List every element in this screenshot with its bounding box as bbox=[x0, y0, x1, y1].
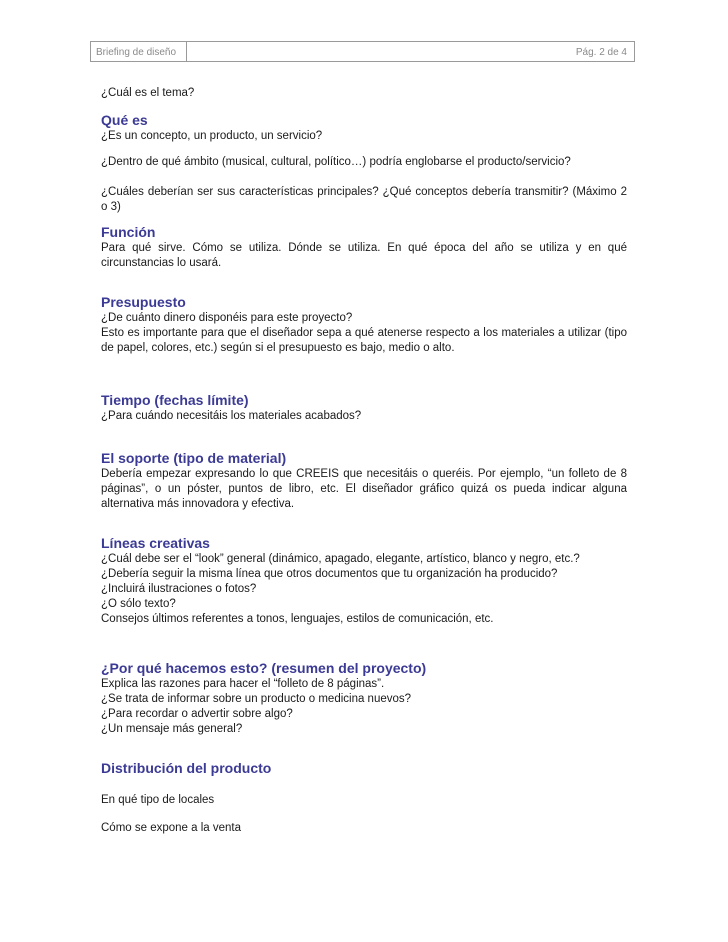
list-item: ¿Incluirá ilustraciones o fotos? bbox=[101, 583, 257, 595]
section-presupuesto bbox=[101, 294, 627, 356]
section-heading: Distribución del producto bbox=[101, 760, 272, 776]
section-heading: ¿Por qué hacemos esto? (resumen del proyecto) bbox=[101, 660, 427, 676]
section-funcion bbox=[101, 224, 627, 271]
paragraph: ¿Dentro de qué ámbito (musical, cultural, político…) podría englobarse el producto/servicio? bbox=[101, 156, 571, 168]
section-por-que bbox=[101, 660, 627, 737]
paragraph: ¿Cuáles deberían ser sus características principales? ¿Qué conceptos debería transmitir? (Máximo 2 o 3) bbox=[101, 186, 627, 213]
section-heading: Tiempo (fechas límite) bbox=[101, 392, 249, 408]
section-soporte bbox=[101, 450, 627, 512]
list-item: ¿O sólo texto? bbox=[101, 598, 176, 610]
paragraph: ¿Para cuándo necesitáis los materiales acabados? bbox=[101, 410, 362, 422]
paragraph: Esto es importante para que el diseñador sepa a qué atenerse respecto a los materiales a utilizar (tipo de papel, colores, etc.) según si el presupuesto es bajo, medio o alto. bbox=[101, 327, 627, 354]
paragraph: ¿Es un concepto, un producto, un servicio? bbox=[101, 130, 323, 142]
section-distribucion bbox=[101, 760, 627, 777]
header-document-title: Briefing de diseño bbox=[91, 42, 187, 61]
paragraph: Debería empezar expresando lo que CREEIS que necesitáis o queréis. Por ejemplo, “un folleto de 8 páginas”, o un póster, puntos de libro, etc. El diseñador gráfico quizá os pueda indicar alguna alternativa más innovadora y efectiva. bbox=[101, 468, 627, 510]
list-item: ¿Se trata de informar sobre un producto o medicina nuevos? bbox=[101, 693, 412, 705]
intro-question: ¿Cuál es el tema? bbox=[101, 87, 195, 99]
section-lineas-creativas bbox=[101, 535, 627, 627]
section-tiempo bbox=[101, 392, 627, 424]
list-item: ¿Un mensaje más general? bbox=[101, 723, 243, 735]
section-heading: Presupuesto bbox=[101, 294, 186, 310]
section-heading: Qué es bbox=[101, 112, 148, 128]
section-heading: Función bbox=[101, 224, 156, 240]
paragraph: ¿De cuánto dinero disponéis para este proyecto? bbox=[101, 312, 353, 324]
header-spacer bbox=[187, 42, 576, 61]
section-que-es bbox=[101, 112, 627, 144]
header-page-number: Pág. 2 de 4 bbox=[575, 47, 627, 58]
section-heading: Líneas creativas bbox=[101, 535, 210, 551]
list-item: ¿Cuál debe ser el “look” general (dinámico, apagado, elegante, artístico, blanco y negro, etc.? bbox=[101, 553, 580, 565]
paragraph: Para qué sirve. Cómo se utiliza. Dónde se utiliza. En qué época del año se utiliza y en qué circunstancias lo usará. bbox=[101, 242, 627, 269]
paragraph: En qué tipo de locales bbox=[101, 794, 215, 806]
list-item: Consejos últimos referentes a tonos, lenguajes, estilos de comunicación, etc. bbox=[101, 613, 494, 625]
paragraph: Cómo se expone a la venta bbox=[101, 822, 242, 834]
section-heading: El soporte (tipo de material) bbox=[101, 450, 287, 466]
list-item: ¿Debería seguir la misma línea que otros documentos que tu organización ha producido? bbox=[101, 568, 558, 580]
list-item: Explica las razones para hacer el “folleto de 8 páginas”. bbox=[101, 678, 385, 690]
list-item: ¿Para recordar o advertir sobre algo? bbox=[101, 708, 293, 720]
page-header bbox=[90, 41, 635, 62]
